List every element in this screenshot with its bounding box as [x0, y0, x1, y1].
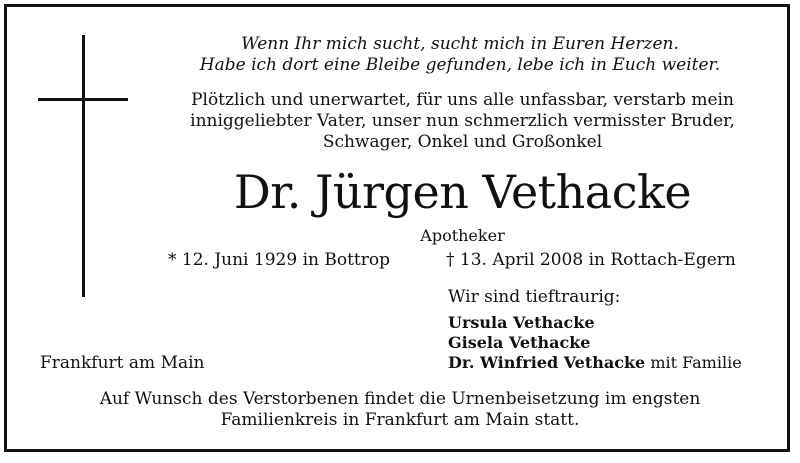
- burial-notice-line-2: Familienkreis in Frankfurt am Main statt.: [220, 410, 580, 430]
- deceased-name: Dr. Jürgen Vethacke: [233, 165, 692, 219]
- intro-line-1: Plötzlich und unerwartet, für uns alle unfassbar, verstarb mein: [191, 90, 734, 110]
- intro-line-2: inniggeliebter Vater, unser nun schmerzlich vermisster Bruder,: [190, 111, 735, 131]
- motto-line-2: Habe ich dort eine Bleibe gefunden, lebe ich in Euch weiter.: [199, 55, 721, 75]
- cross-vertical-bar: [82, 35, 85, 297]
- birth-date: * 12. Juni 1929 in Bottrop: [168, 250, 390, 270]
- intro-line-3: Schwager, Onkel und Großonkel: [322, 132, 603, 152]
- mourner-name: Ursula Vethacke: [448, 313, 595, 332]
- burial-notice-line-1: Auf Wunsch des Verstorbenen findet die Urnenbeisetzung im engsten: [99, 389, 701, 409]
- deceased-profession: Apotheker: [420, 226, 505, 245]
- mourner-name: Dr. Winfried Vethacke: [448, 353, 646, 372]
- place-name: Frankfurt am Main: [40, 353, 205, 373]
- mourner-entry: [448, 353, 742, 373]
- mourner-entry: [448, 313, 595, 333]
- mourner-entry: [448, 333, 590, 353]
- mourning-heading: Wir sind tieftraurig:: [448, 287, 621, 307]
- cross-horizontal-bar: [38, 98, 128, 101]
- mourner-suffix: mit Familie: [645, 353, 742, 372]
- death-date: † 13. April 2008 in Rottach-Egern: [446, 250, 736, 270]
- motto-line-1: Wenn Ihr mich sucht, sucht mich in Euren Herzen.: [241, 34, 679, 54]
- mourner-name: Gisela Vethacke: [448, 333, 591, 352]
